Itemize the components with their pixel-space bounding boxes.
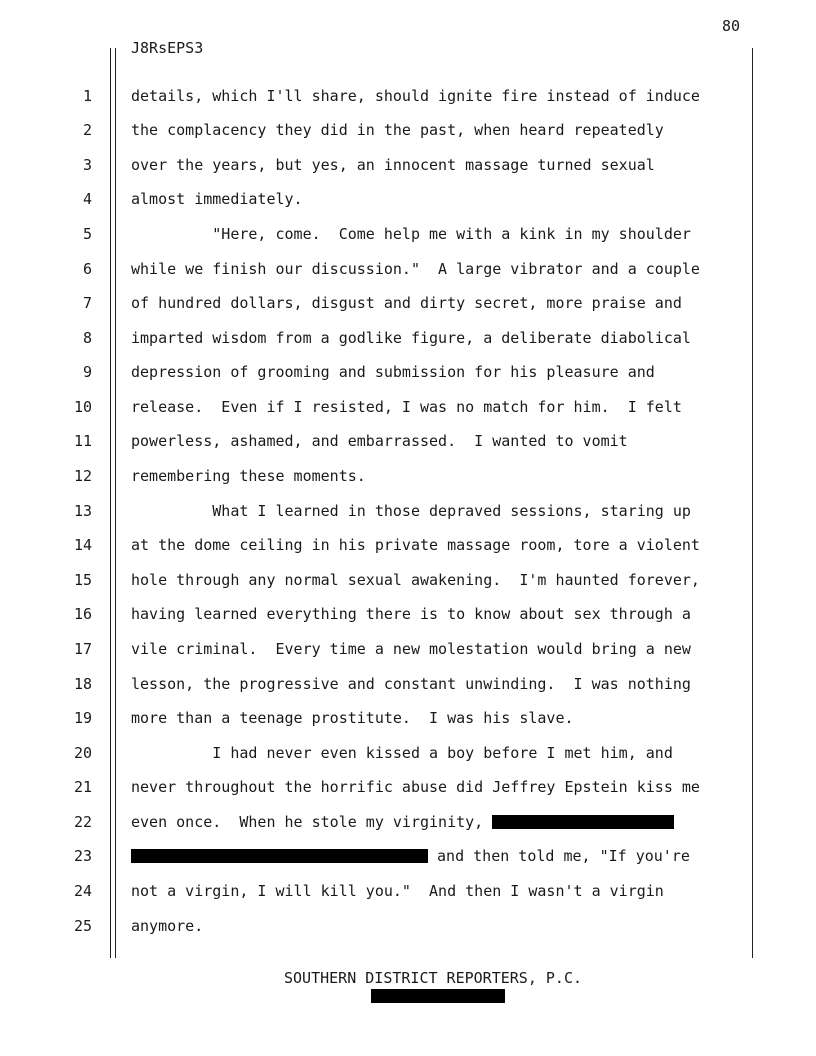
transcript-line: more than a teenage prostitute. I was his slave. [131, 709, 574, 727]
redaction-bar [131, 849, 428, 863]
right-margin-rule [752, 48, 753, 958]
redaction-bar [492, 815, 674, 829]
transcript-line: never throughout the horrific abuse did Jeffrey Epstein kiss me [131, 778, 700, 796]
footer-redaction-bar [371, 989, 505, 1003]
transcript-line: "Here, come. Come help me with a kink in my shoulder [131, 225, 691, 243]
transcript-line: I had never even kissed a boy before I met him, and [131, 744, 673, 762]
line-number: 22 [73, 813, 92, 831]
line-number: 21 [73, 778, 92, 796]
line-number: 20 [73, 744, 92, 762]
line-number: 13 [73, 502, 92, 520]
transcript-line: vile criminal. Every time a new molestation would bring a new [131, 640, 691, 658]
footer-title: SOUTHERN DISTRICT REPORTERS, P.C. [283, 969, 582, 987]
transcript-line: the complacency they did in the past, when heard repeatedly [131, 121, 664, 139]
transcript-line: having learned everything there is to know about sex through a [131, 605, 691, 623]
line-number: 10 [73, 398, 92, 416]
line-text-segment: and then told me, "If you're [428, 847, 690, 865]
transcript-line: What I learned in those depraved sessions, staring up [131, 502, 691, 520]
transcript-line: of hundred dollars, disgust and dirty secret, more praise and [131, 294, 682, 312]
transcript-line: over the years, but yes, an innocent massage turned sexual [131, 156, 655, 174]
line-number: 25 [73, 917, 92, 935]
transcript-line: imparted wisdom from a godlike figure, a deliberate diabolical [131, 329, 691, 347]
transcript-line: depression of grooming and submission for his pleasure and [131, 363, 655, 381]
line-number: 5 [82, 225, 92, 243]
line-number: 2 [82, 121, 92, 139]
line-number: 3 [82, 156, 92, 174]
line-number: 7 [82, 294, 92, 312]
line-text-segment: even once. When he stole my virginity, [131, 813, 493, 831]
header-code: J8RsEPS3 [131, 39, 204, 57]
line-number: 11 [73, 432, 92, 450]
line-number: 16 [73, 605, 92, 623]
line-number: 18 [73, 675, 92, 693]
transcript-line: while we finish our discussion." A large vibrator and a couple [131, 260, 700, 278]
line-number: 8 [82, 329, 92, 347]
left-margin-rule-inner [115, 48, 116, 958]
transcript-line [131, 847, 690, 865]
line-number: 19 [73, 709, 92, 727]
line-number: 17 [73, 640, 92, 658]
transcript-line: anymore. [131, 917, 204, 935]
transcript-line: details, which I'll share, should ignite fire instead of induce [131, 87, 700, 105]
transcript-line: not a virgin, I will kill you." And then I wasn't a virgin [131, 882, 664, 900]
transcript-line: hole through any normal sexual awakening. I'm haunted forever, [131, 571, 700, 589]
transcript-line [131, 813, 674, 831]
page-number: 80 [721, 17, 740, 35]
line-number: 1 [82, 87, 92, 105]
line-number: 12 [73, 467, 92, 485]
line-number: 9 [82, 363, 92, 381]
transcript-line: remembering these moments. [131, 467, 366, 485]
transcript-line: release. Even if I resisted, I was no match for him. I felt [131, 398, 682, 416]
line-number: 4 [82, 190, 92, 208]
transcript-line: almost immediately. [131, 190, 303, 208]
transcript-line: lesson, the progressive and constant unwinding. I was nothing [131, 675, 691, 693]
line-number: 15 [73, 571, 92, 589]
line-number: 14 [73, 536, 92, 554]
line-number: 24 [73, 882, 92, 900]
transcript-line: at the dome ceiling in his private massage room, tore a violent [131, 536, 700, 554]
line-number: 23 [73, 847, 92, 865]
transcript-line: powerless, ashamed, and embarrassed. I wanted to vomit [131, 432, 628, 450]
line-number: 6 [82, 260, 92, 278]
left-margin-rule-outer [110, 48, 111, 958]
